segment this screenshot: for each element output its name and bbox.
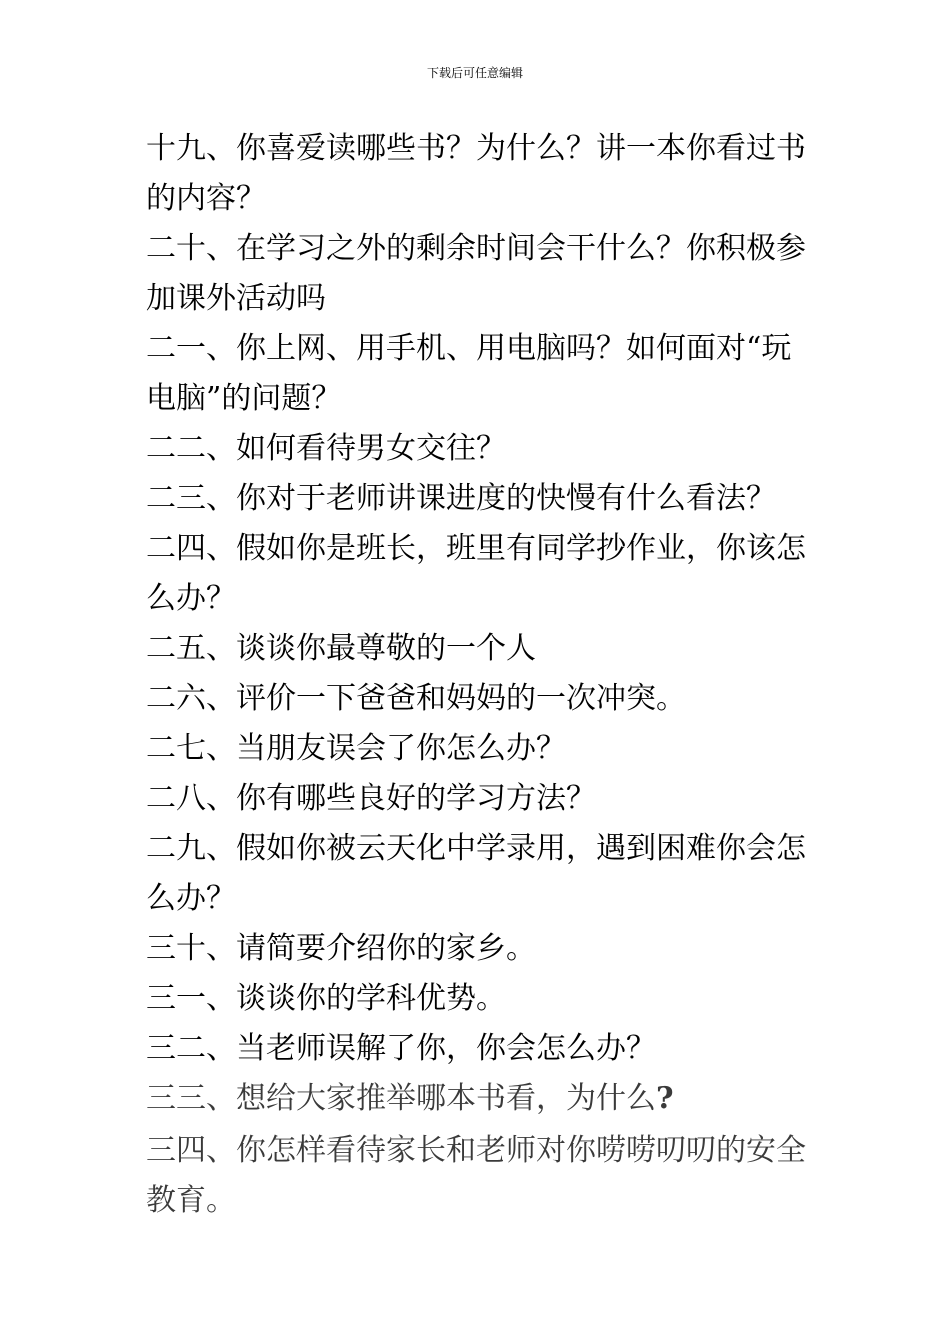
question-33-mark: ? bbox=[656, 1081, 674, 1116]
question-29: 二九、假如你被云天化中学录用，遇到困难你会怎么办？ bbox=[146, 831, 806, 916]
question-26: 二六、评价一下爸爸和妈妈的一次冲突。 bbox=[146, 681, 686, 716]
question-34: 三四、你怎样看待家长和老师对你唠唠叨叨的安全教育。 bbox=[146, 1133, 806, 1218]
question-33-text: 三三、想给大家推举哪本书看，为什么 bbox=[146, 1081, 656, 1116]
question-list bbox=[146, 124, 810, 1226]
question-32: 三二、当老师误解了你，你会怎么办？ bbox=[146, 1031, 656, 1066]
question-28: 二八、你有哪些良好的学习方法？ bbox=[146, 781, 596, 816]
question-33 bbox=[146, 1074, 810, 1124]
question-20: 二十、在学习之外的剩余时间会干什么？你积极参加课外活动吗 bbox=[146, 231, 806, 316]
question-19: 十九、你喜爱读哪些书？为什么？讲一本你看过书的内容？ bbox=[146, 131, 806, 216]
page-header: 下载后可任意编辑 bbox=[426, 66, 523, 80]
question-27: 二七、当朋友误会了你怎么办？ bbox=[146, 731, 566, 766]
question-22: 二二、如何看待男女交往？ bbox=[146, 431, 506, 466]
question-30: 三十、请简要介绍你的家乡。 bbox=[146, 931, 536, 966]
question-23: 二三、你对于老师讲课进度的快慢有什么看法？ bbox=[146, 481, 776, 516]
question-31: 三一、谈谈你的学科优势。 bbox=[146, 981, 506, 1016]
question-21: 二一、你上网、用手机、用电脑吗？如何面对“玩电脑”的问题？ bbox=[146, 331, 792, 416]
question-24: 二四、假如你是班长，班里有同学抄作业，你该怎么办？ bbox=[146, 531, 806, 616]
question-25: 二五、谈谈你最尊敬的一个人 bbox=[146, 631, 536, 666]
